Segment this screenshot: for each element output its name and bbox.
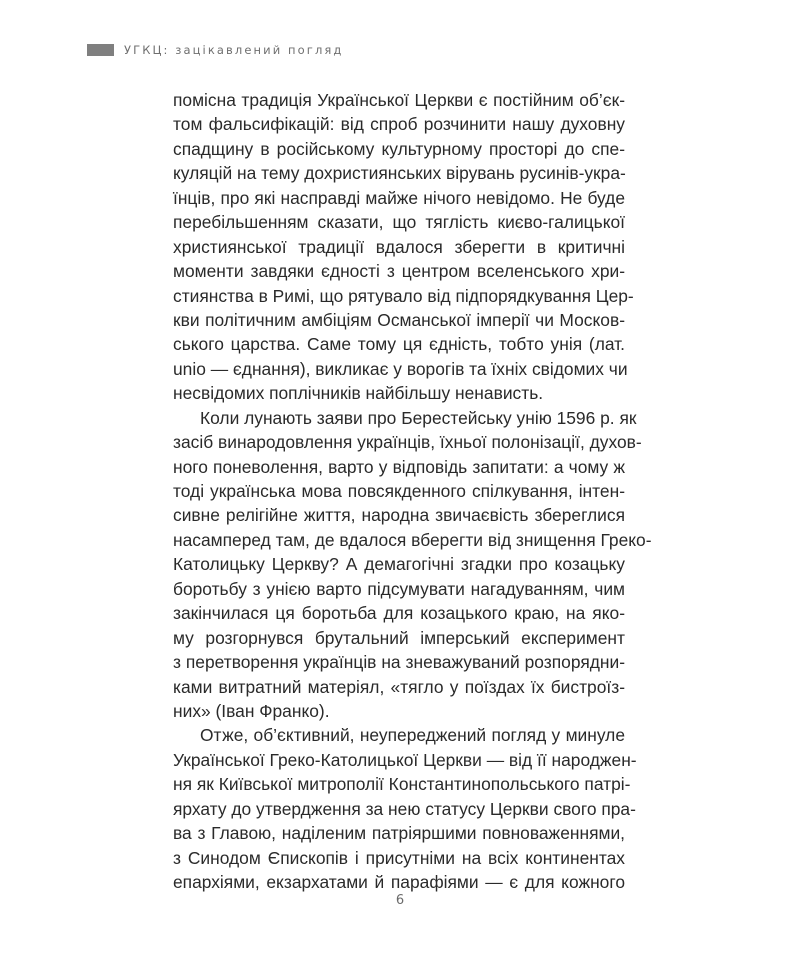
text-line: них» (Іван Франко). xyxy=(173,700,330,721)
body-text xyxy=(173,88,652,894)
text-line: Отже, об’єктивний, неупереджений погляд у минуле xyxy=(200,725,625,746)
text-line: боротьбу з унією варто підсумувати нагадуванням, чим xyxy=(173,578,625,599)
text-line: кви політичним амбіціям Османської імперії чи Москов- xyxy=(173,309,625,330)
text-line: ня як Київської митрополії Константинопольського патрі- xyxy=(173,774,631,795)
text-line: тоді українська мова повсякденного спілкування, інтен- xyxy=(173,481,625,501)
text-line: ками витратний матеріял, «тягло у поїздах їх бистроїз- xyxy=(173,676,625,697)
text-line: насамперед там, де вдалося вберегти від знищення Греко- xyxy=(173,529,652,550)
running-title: УГКЦ: зацікавлений погляд xyxy=(124,43,344,57)
text-line: епархіями, екзархатами й парафіями — є для кожного xyxy=(173,872,625,892)
text-line: з Синодом Єпископів і присутніми на всіх континентах xyxy=(173,847,625,868)
text-line: з перетворення українців на зневажуваний розпорядни- xyxy=(173,652,625,673)
paragraph-1 xyxy=(173,88,634,406)
text-line: unio — єднання), викликає у ворогів та їхніх свідомих чи xyxy=(173,358,628,379)
paragraph-2 xyxy=(173,406,652,724)
text-line: засіб винародовлення українців, їхньої полонізації, духов- xyxy=(173,432,642,453)
text-line: помісна традиція Української Церкви є постійним об’єк- xyxy=(173,90,625,110)
text-line: ярхату до утвердження за нею статусу Церкви свого пра- xyxy=(173,798,636,819)
text-line: стиянства в Римі, що рятувало від підпорядкування Цер- xyxy=(173,285,634,306)
text-line: моменти завдяки єдності з центром вселенського хри- xyxy=(173,261,625,282)
text-line: сивне релігійне життя, народна звичаєвість збереглися xyxy=(173,505,625,526)
text-line: несвідомих поплічників найбільшу ненависть. xyxy=(173,383,544,404)
text-line: ва з Главою, наділеним патріяршими повноваженнями, xyxy=(173,823,625,844)
text-line: Коли лунають заяви про Берестейську унію 1596 р. як xyxy=(200,407,637,428)
text-line: ського царства. Саме тому ця єдність, тобто унія (лат. xyxy=(173,334,625,355)
header-bar-decoration xyxy=(87,44,114,56)
text-line: му розгорнувся брутальний імперський експеримент xyxy=(173,627,625,648)
running-header xyxy=(87,41,343,59)
text-line: Католицьку Церкву? А демагогічні згадки про козацьку xyxy=(173,554,625,575)
text-line: ного поневолення, варто у відповідь запитати: а чому ж xyxy=(173,456,625,477)
text-line: том фальсифікацій: від спроб розчинити нашу духовну xyxy=(173,114,625,135)
text-line: куляцій на тему дохристиянських вірувань русинів-укра- xyxy=(173,163,626,184)
text-line: Української Греко-Католицької Церкви — від її народжен- xyxy=(173,749,637,770)
text-line: перебільшенням сказати, що тяглість києво-галицької xyxy=(173,212,625,233)
text-line: християнської традиції вдалося зберегти в критичні xyxy=(173,236,625,257)
text-line: закінчилася ця боротьба для козацького краю, на яко- xyxy=(173,603,625,624)
text-line: спадщину в російському культурному просторі до спе- xyxy=(173,138,625,159)
text-line: їнців, про які насправді майже нічого невідомо. Не буде xyxy=(173,187,625,208)
paragraph-3 xyxy=(173,723,637,894)
page-number: 6 xyxy=(395,893,405,908)
